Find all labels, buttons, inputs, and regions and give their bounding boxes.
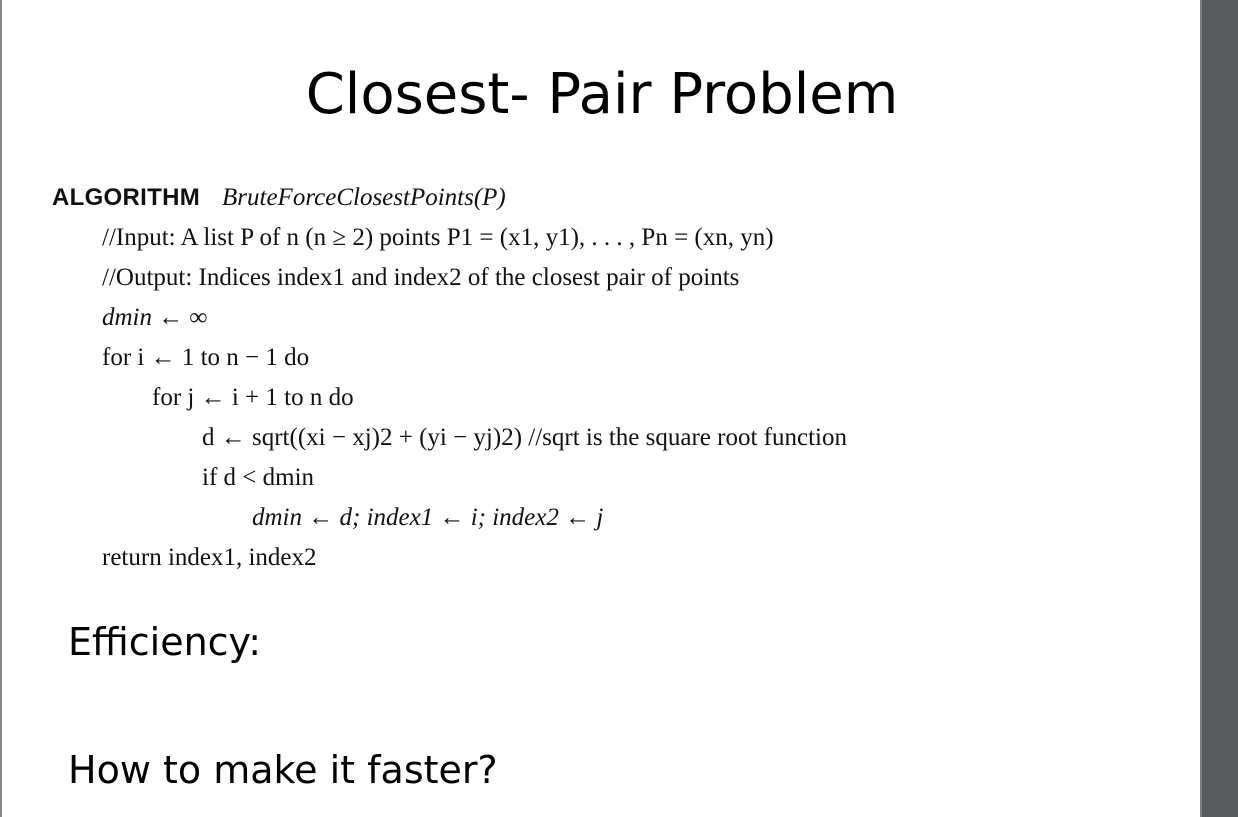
output-comment-text: //Output: Indices index1 and index2 of the closest pair of points: [102, 264, 740, 291]
vertical-scrollbar[interactable]: [1200, 0, 1238, 817]
return-line: [52, 538, 1052, 578]
inner-loop-text: for j ← i + 1 to n do: [152, 384, 354, 411]
scrollbar-edge: [1200, 0, 1202, 817]
input-comment-line: [52, 218, 1052, 258]
inner-loop-line: [52, 378, 1052, 418]
update-line: [52, 498, 1052, 538]
init-text: dmin ← ∞: [102, 304, 208, 331]
slide-title: Closest- Pair Problem: [305, 62, 899, 127]
input-comment-text: //Input: A list P of n (n ≥ 2) points P1 = (x1, y1), . . . , Pn = (xn, yn): [102, 224, 774, 251]
update-text: dmin ← d; index1 ← i; index2 ← j: [252, 504, 604, 531]
init-line: [52, 298, 1052, 338]
algorithm-block: [52, 178, 1052, 578]
outer-loop-text: for i ← 1 to n − 1 do: [102, 344, 310, 371]
distance-line: [52, 418, 1052, 458]
algorithm-header: [52, 178, 1052, 218]
faster-question: How to make it faster?: [68, 748, 498, 792]
output-comment-line: [52, 258, 1052, 298]
efficiency-label: Efficiency:: [68, 620, 262, 664]
algorithm-name: BruteForceClosestPoints(P): [222, 184, 506, 211]
condition-text: if d < dmin: [202, 464, 315, 491]
algorithm-keyword: ALGORITHM: [52, 184, 201, 211]
condition-line: [52, 458, 1052, 498]
outer-loop-line: [52, 338, 1052, 378]
distance-text: d ← sqrt((xi − xj)2 + (yi − yj)2) //sqrt is the square root function: [202, 424, 847, 451]
return-text: return index1, index2: [102, 544, 317, 571]
